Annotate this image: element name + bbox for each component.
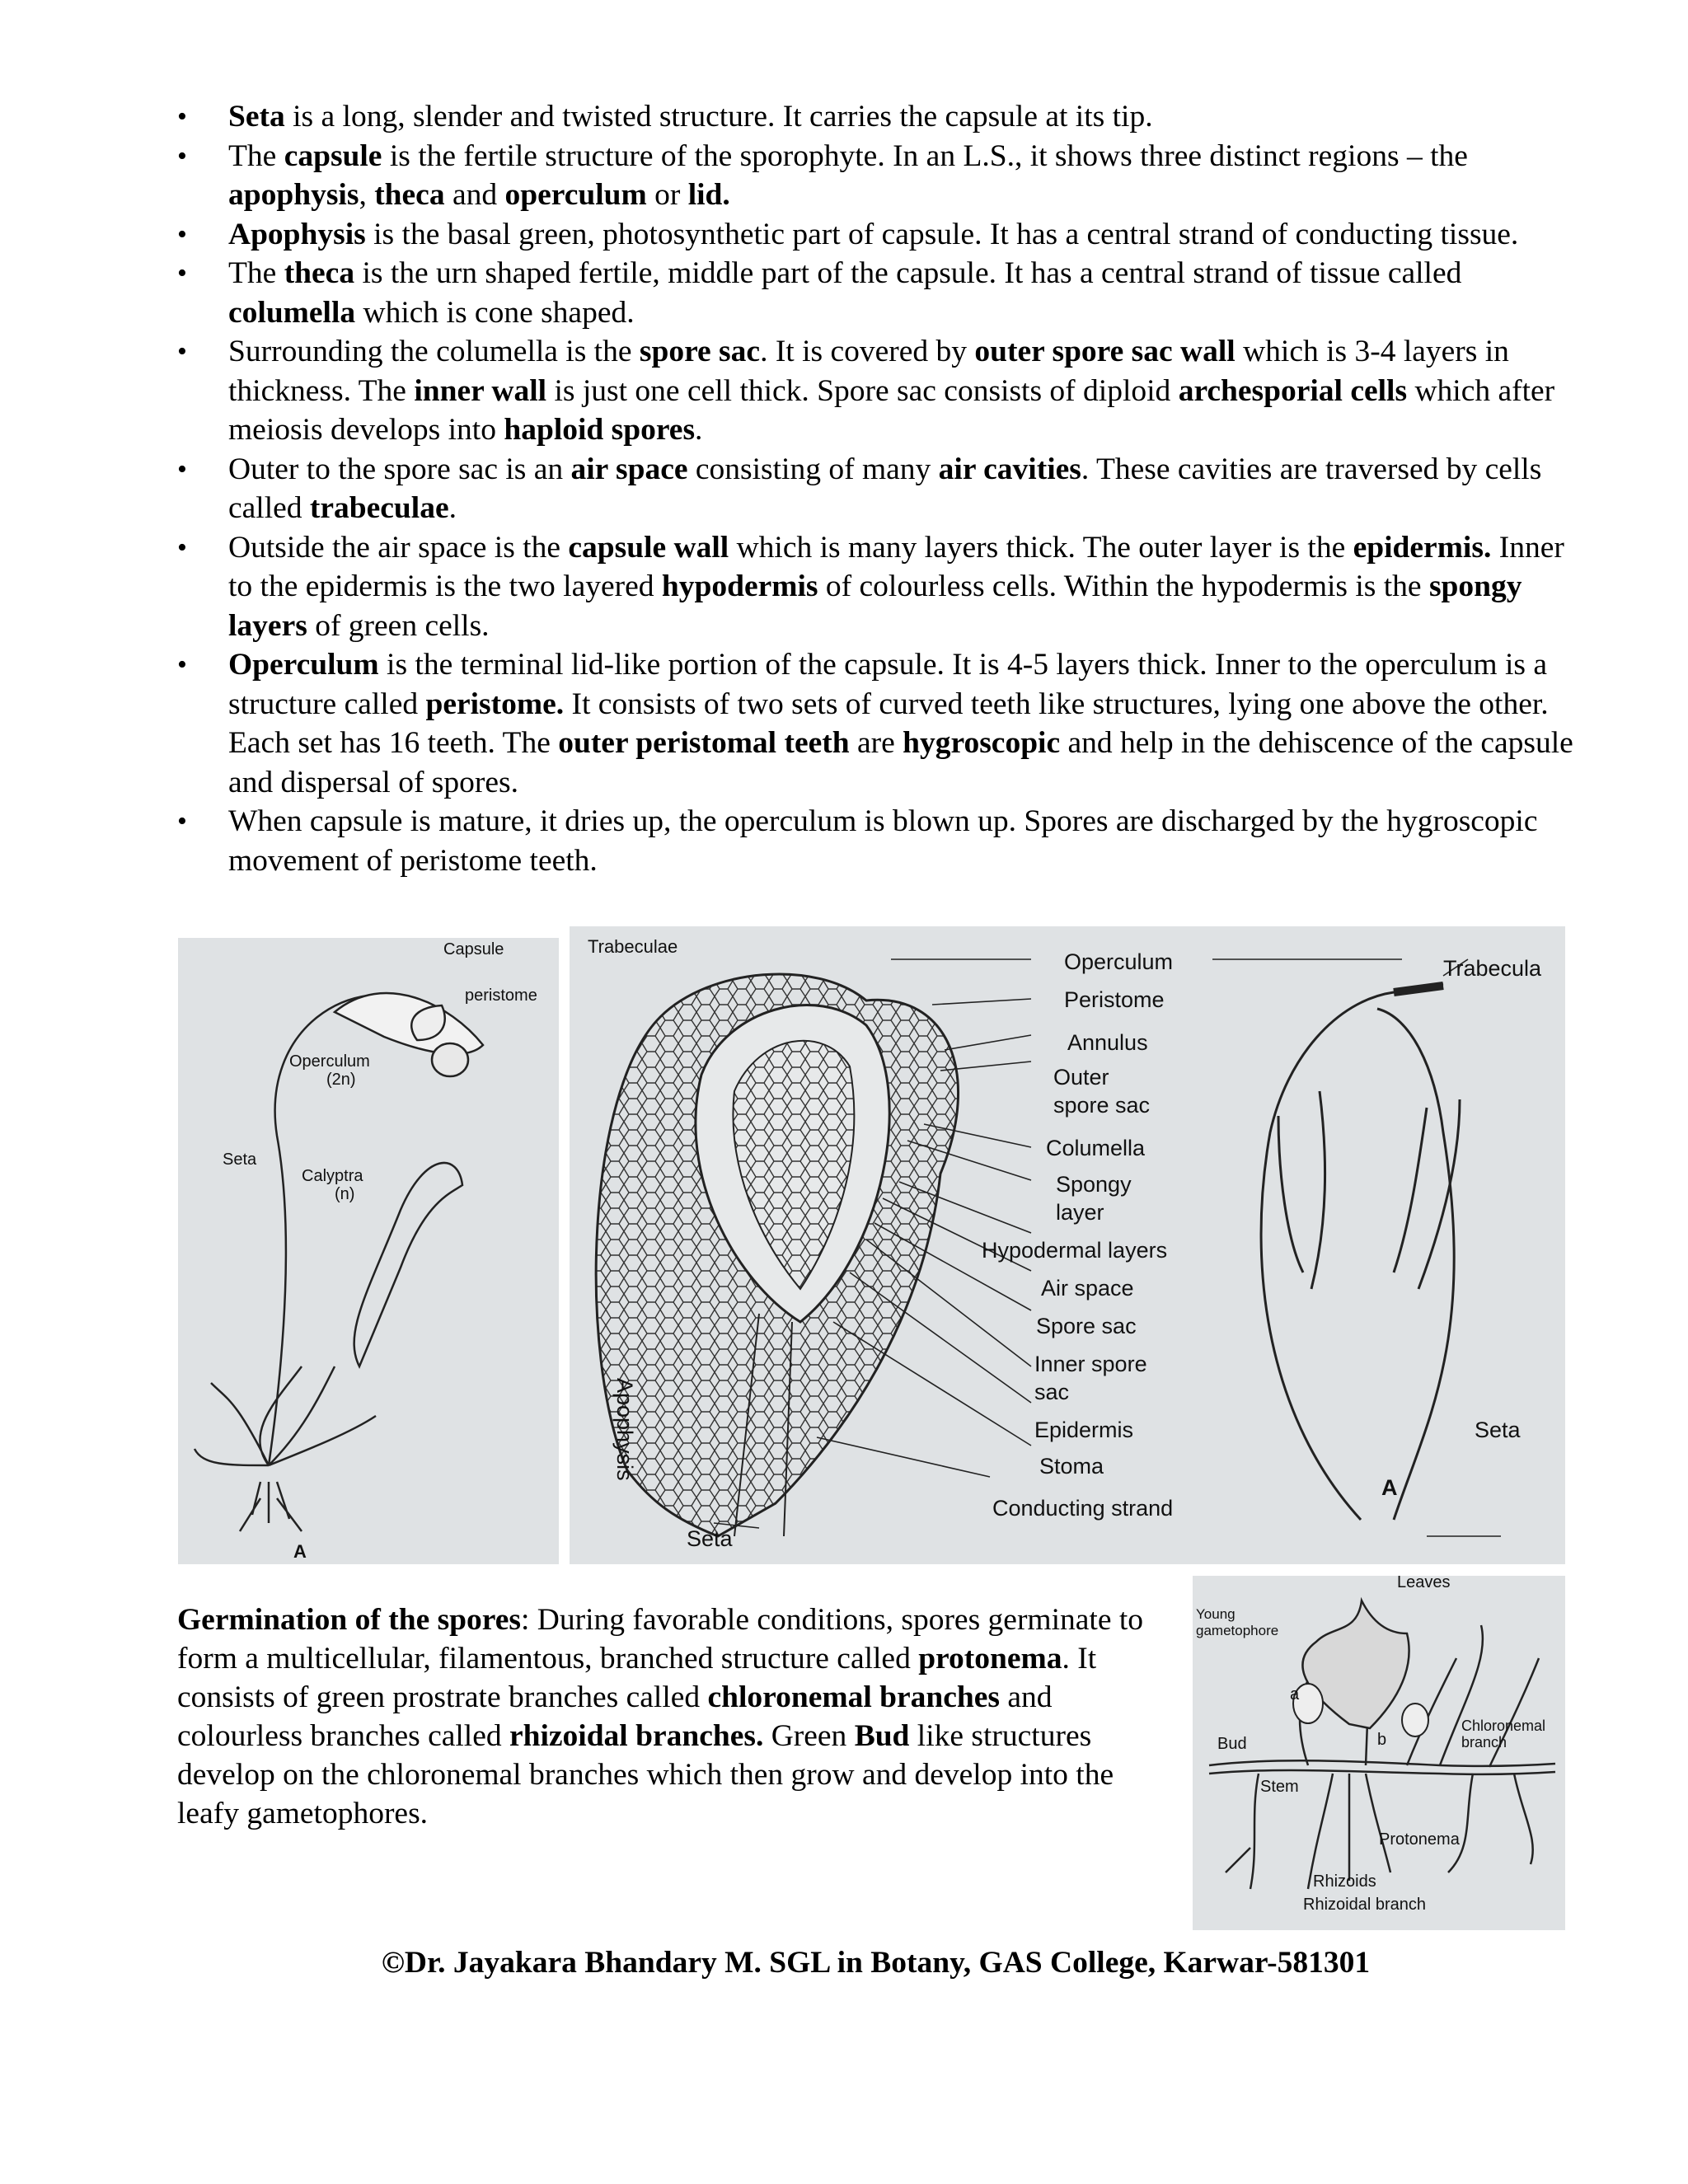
label-letter-a: A xyxy=(1381,1475,1398,1500)
bold-term: theca xyxy=(284,256,355,290)
label-chloronemal-1: Chloronemal xyxy=(1461,1718,1546,1734)
label-spongy-1: Spongy xyxy=(1056,1172,1132,1197)
bold-term: outer peristomal teeth xyxy=(558,726,850,760)
text-run: When capsule is mature, it dries up, the operculum is blown up. Spores are discharged by the hygroscopic movement of peristome teeth. xyxy=(228,804,1538,878)
label-capsule: Capsule xyxy=(443,940,504,958)
text-run: which after meiosis develops into xyxy=(228,373,1555,447)
text-run: is the fertile structure of the sporophyte. In an L.S., it shows three distinct regions – the xyxy=(382,138,1468,173)
label-bud: Bud xyxy=(1217,1735,1247,1753)
label-spongy-2: layer xyxy=(1056,1200,1104,1225)
text-run: are xyxy=(849,726,903,760)
label-operculum-ploidy: (2n) xyxy=(326,1071,356,1089)
bold-term: Germination of the spores xyxy=(177,1603,521,1637)
bold-term: lid. xyxy=(687,178,730,212)
bold-term: spongy layers xyxy=(228,569,1522,643)
text-run: like structures develop on the chloronemal branches which then grow and develop into the leafy gametophores. xyxy=(177,1719,1114,1830)
text-run: and help in the dehiscence of the capsule and dispersal of spores. xyxy=(228,726,1573,799)
label-inner-spore-2: sac xyxy=(1034,1380,1070,1404)
text-run: is just one cell thick. Spore sac consists of diploid xyxy=(546,373,1179,408)
bullet-item xyxy=(177,97,1595,137)
bold-term: epidermis. xyxy=(1353,530,1492,565)
text-run: is a long, slender and twisted structure. It carries the capsule at its tip. xyxy=(284,100,1153,134)
bold-term: protonema xyxy=(918,1642,1062,1675)
bold-term: theca xyxy=(374,178,445,212)
label-epidermis: Epidermis xyxy=(1034,1418,1134,1442)
text-run: , xyxy=(359,178,375,212)
label-a: a xyxy=(1290,1685,1300,1704)
bold-term: rhizoidal branches. xyxy=(509,1719,764,1753)
label-calyptra: Calyptra xyxy=(302,1167,363,1185)
text-run: and xyxy=(444,178,505,212)
bold-term: capsule xyxy=(284,138,382,173)
text-run: which is 3-4 layers in thickness. The xyxy=(228,335,1509,408)
label-trabecula: Trabecula xyxy=(1443,956,1542,981)
bold-term: apophysis xyxy=(228,178,359,212)
label-conducting: Conducting strand xyxy=(992,1496,1174,1521)
text-run: Green xyxy=(763,1719,855,1753)
sporophyte-drawing xyxy=(178,938,559,1564)
bold-term: chloronemal branches xyxy=(707,1680,1001,1714)
label-inner-spore-1: Inner spore xyxy=(1034,1352,1147,1376)
bullet-item xyxy=(177,802,1595,880)
capsule-ls-drawing xyxy=(570,926,1565,1564)
label-seta: Seta xyxy=(223,1151,257,1169)
bold-term: hygroscopic xyxy=(903,726,1061,760)
label-leaves: Leaves xyxy=(1397,1576,1451,1591)
bold-term: Apophysis xyxy=(228,217,366,251)
text-run: of green cells. xyxy=(307,608,490,643)
label-young-2: gametophore xyxy=(1196,1623,1279,1638)
label-apophysis: Apophysis xyxy=(612,1378,637,1481)
label-stem: Stem xyxy=(1260,1778,1299,1796)
bullet-item xyxy=(177,254,1595,332)
bold-term: capsule wall xyxy=(568,530,729,565)
germination-figure xyxy=(1193,1576,1565,1930)
bold-term: haploid spores xyxy=(504,413,696,447)
text-run: which is many layers thick. The outer layer is the xyxy=(729,530,1353,565)
label-outer-spore-sac-2: spore sac xyxy=(1053,1093,1151,1118)
bold-term: spore sac xyxy=(639,335,761,368)
footer-credit: ©Dr. Jayakara Bhandary M. SGL in Botany, GAS College, Karwar-581301 xyxy=(381,1946,1371,1980)
label-air-space: Air space xyxy=(1041,1276,1134,1301)
text-run: is the basal green, photosynthetic part of capsule. It has a central strand of conducting tissue. xyxy=(365,217,1519,251)
label-protonema: Protonema xyxy=(1379,1830,1460,1849)
label-rhizoidal-branch: Rhizoidal branch xyxy=(1303,1896,1426,1914)
text-run: It consists of two sets of curved teeth like structures, lying one above the other. Each set has 16 teeth. The xyxy=(228,687,1549,760)
text-run: Outer to the spore sac is an xyxy=(228,452,571,486)
bullet-item xyxy=(177,450,1595,528)
bold-term: air space xyxy=(570,452,688,486)
bold-term: peristome. xyxy=(425,687,565,721)
label-rhizoids: Rhizoids xyxy=(1313,1872,1376,1891)
text-run: . xyxy=(448,491,457,525)
text-run: . It is covered by xyxy=(760,335,975,368)
bold-term: Bud xyxy=(854,1719,910,1753)
text-run: Surrounding the columella is the xyxy=(228,335,640,368)
bullet-list xyxy=(177,97,1595,880)
text-run: : During favorable conditions, spores germinate to form a multicellular, filamentous, branched structure called xyxy=(177,1603,1144,1675)
label-calyptra-ploidy: (n) xyxy=(335,1185,355,1203)
text-run: . It consists of green prostrate branches called xyxy=(177,1642,1097,1714)
bold-term: inner wall xyxy=(414,373,547,408)
text-run: . xyxy=(695,413,703,447)
text-run: or xyxy=(646,178,688,212)
bullet-item xyxy=(177,215,1595,255)
text-run: is the terminal lid-like portion of the capsule. It is 4-5 layers thick. Inner to the operculum is a structure called xyxy=(228,648,1547,721)
label-columella: Columella xyxy=(1046,1136,1146,1160)
label-annulus: Annulus xyxy=(1067,1030,1148,1055)
germination-paragraph xyxy=(177,1601,1166,1833)
bold-term: outer spore sac wall xyxy=(974,335,1236,368)
label-operculum: Operculum xyxy=(289,1052,370,1071)
text-run: Outside the air space is the xyxy=(228,530,569,565)
bold-term: Operculum xyxy=(228,648,379,682)
label-chloronemal-2: branch xyxy=(1461,1734,1507,1750)
bold-term: hypodermis xyxy=(661,569,818,603)
capsule-ls-figure xyxy=(570,926,1565,1564)
germination-drawing xyxy=(1193,1576,1565,1930)
bullet-item xyxy=(177,332,1595,450)
text-run: and colourless branches called xyxy=(177,1680,1053,1753)
label-stoma: Stoma xyxy=(1039,1454,1104,1479)
bold-term: operculum xyxy=(504,178,647,212)
text-run: is the urn shaped fertile, middle part of the capsule. It has a central strand of tissue called xyxy=(354,256,1462,290)
bold-term: Seta xyxy=(228,100,285,134)
text-run: consisting of many xyxy=(687,452,939,486)
text-run: of colourless cells. Within the hypodermis is the xyxy=(818,569,1429,603)
bold-term: archesporial cells xyxy=(1178,373,1408,408)
label-seta-right: Seta xyxy=(1475,1418,1521,1442)
text-run: . These cavities are traversed by cells called xyxy=(228,452,1542,525)
label-peristome: Peristome xyxy=(1064,987,1165,1012)
bullet-item xyxy=(177,528,1595,646)
label-letter-a: A xyxy=(293,1541,307,1562)
sporophyte-figure xyxy=(178,938,559,1564)
bullet-item xyxy=(177,137,1595,215)
text-run: which is cone shaped. xyxy=(355,295,635,330)
label-spore-sac: Spore sac xyxy=(1036,1314,1137,1338)
label-peristome: peristome xyxy=(465,987,537,1005)
label-b: b xyxy=(1377,1731,1387,1749)
label-hypodermal: Hypodermal layers xyxy=(982,1238,1168,1263)
label-trabeculae: Trabeculae xyxy=(588,936,678,957)
text-run: The xyxy=(228,256,284,290)
bold-term: columella xyxy=(228,295,356,330)
label-outer-spore-sac-1: Outer xyxy=(1053,1065,1109,1090)
bullet-item xyxy=(177,645,1595,802)
label-young-1: Young xyxy=(1196,1606,1236,1622)
text-run: The xyxy=(228,138,284,173)
label-seta: Seta xyxy=(687,1526,733,1551)
label-operculum: Operculum xyxy=(1064,949,1174,974)
bold-term: air cavities xyxy=(938,452,1081,486)
bold-term: trabeculae xyxy=(309,491,449,525)
text-run: Inner to the epidermis is the two layered xyxy=(228,530,1564,603)
